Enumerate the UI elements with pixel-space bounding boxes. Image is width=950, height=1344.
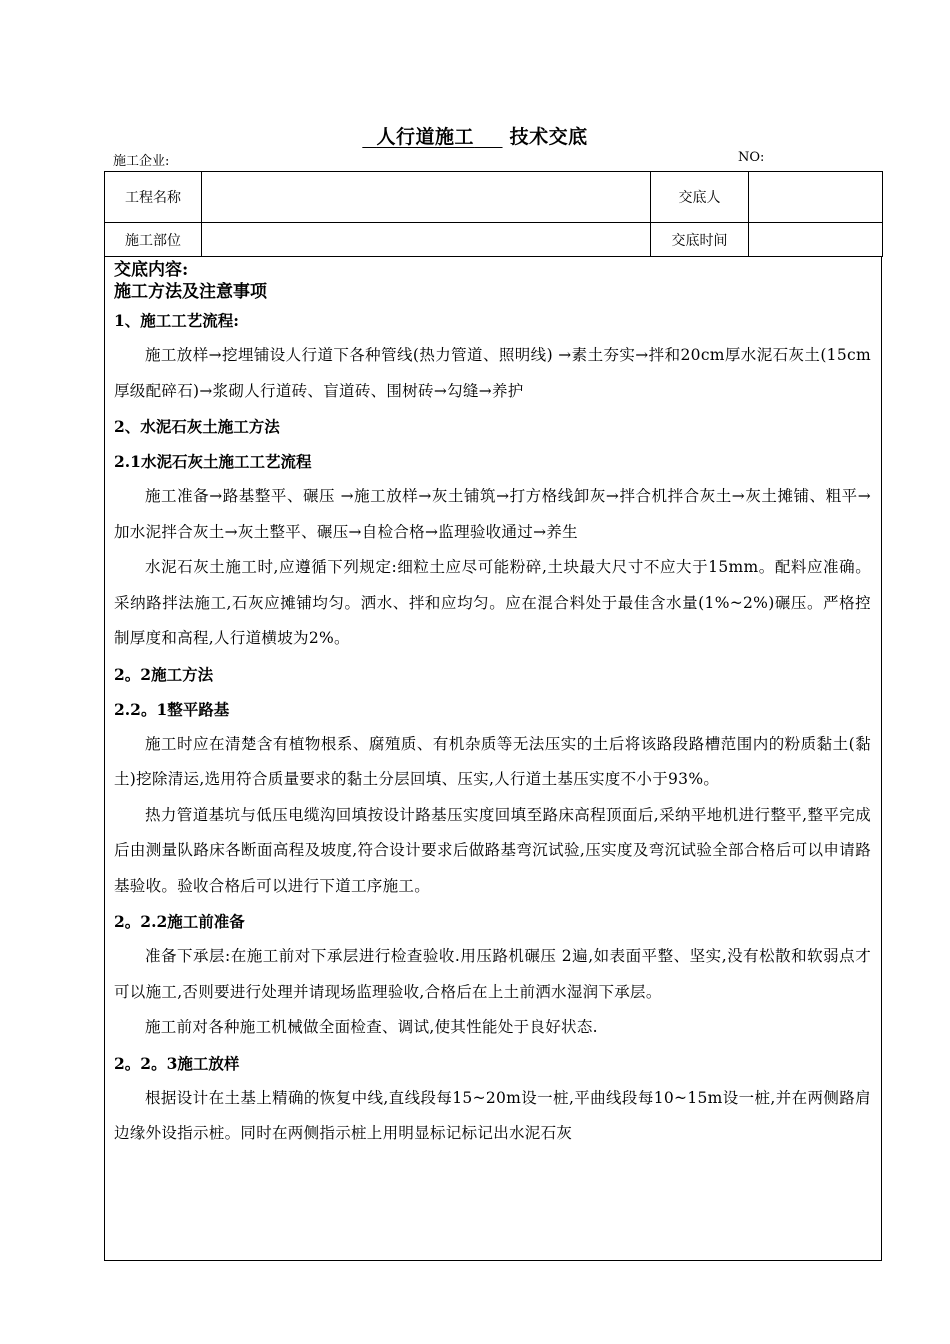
paragraph: 水泥石灰土施工时,应遵循下列规定:细粒土应尽可能粉碎,土块最大尺寸不应大于15mm。配料应准确。采纳路拌法施工,石灰应摊铺均匀。洒水、拌和应均匀。应在混合料处于最佳含水量(1%~2%)碾压。严格控制厚度和高程,人行道横坡为2%。 [114, 558, 871, 647]
section-heading: 2.2。1整平路基 [114, 699, 230, 719]
section-heading: 2。2.2施工前准备 [114, 912, 245, 931]
content-subheading: 施工方法及注意事项 [114, 282, 267, 302]
content-heading: 交底内容: [114, 260, 189, 280]
no-label: NO: [738, 150, 765, 165]
info-table [104, 171, 883, 257]
company-label: 施工企业: [113, 154, 170, 169]
section-heading: 2。2施工方法 [114, 664, 214, 684]
paragraph: 根据设计在土基上精确的恢复中线,直线段每15~20m设一桩,平曲线段每10~15m设一桩,并在两侧路肩边缘外设指示桩。同时在两侧指示桩上用明显标记标记出水泥石灰 [114, 1088, 871, 1142]
location-label: 施工部位 [105, 223, 202, 257]
paragraph: 施工准备→路基整平、碾压 →施工放样→灰土铺筑→打方格线卸灰→拌合机拌合灰土→灰土摊铺、粗平→加水泥拌合灰土→灰土整平、碾压→自检合格→监理验收通过→养生 [114, 487, 871, 541]
title-suffix: 技术交底 [509, 126, 588, 148]
title-subject: 人行道施工 [376, 126, 475, 148]
presenter-field[interactable] [749, 172, 883, 223]
paragraph: 施工前对各种施工机械做全面检查、调试,使其性能处于良好状态. [145, 1018, 598, 1036]
section-heading: 2.1水泥石灰土施工工艺流程 [114, 452, 312, 471]
paragraph: 施工放样→挖埋铺设人行道下各种管线(热力管道、照明线) →素土夯实→拌和20cm厚水泥石灰土(15cm厚级配碎石)→浆砌人行道砖、盲道砖、围树砖→勾缝→养护 [114, 346, 871, 400]
section-heading: 2。2。3施工放样 [114, 1053, 240, 1073]
info-row-location [105, 223, 883, 257]
paragraph: 热力管道基坑与低压电缆沟回填按设计路基压实度回填至路床高程顶面后,采纳平地机进行整平,整平完成后由测量队路床各断面高程及坡度,符合设计要求后做路基弯沉试验,压实度及弯沉试验全部合格后可以申请路基验收。验收合格后可以进行下道工序施工。 [114, 805, 871, 895]
section-heading: 2、水泥石灰土施工方法 [114, 417, 280, 436]
content-section [104, 257, 882, 1261]
project-name-label: 工程名称 [105, 172, 202, 223]
paragraph: 施工时应在清楚含有植物根系、腐殖质、有机杂质等无法压实的土后将该路段路槽范围内的粉质黏土(黏土)挖除清运,选用符合质量要求的黏土分层回填、压实,人行道土基压实度不小于93%。 [114, 734, 871, 788]
paragraph: 准备下承层:在施工前对下承层进行检查验收.用压路机碾压 2遍,如表面平整、坚实,没有松散和软弱点才可以施工,否则要进行处理并请现场监理验收,合格后在上土前洒水湿润下承层。 [114, 947, 871, 1001]
presenter-label: 交底人 [651, 172, 749, 223]
location-field[interactable] [202, 223, 651, 257]
document-title [0, 122, 950, 149]
section-heading: 1、施工工艺流程: [114, 311, 240, 330]
project-name-field[interactable] [202, 172, 651, 223]
time-field[interactable] [749, 223, 883, 257]
time-label: 交底时间 [651, 223, 749, 257]
info-row-project [105, 172, 883, 223]
